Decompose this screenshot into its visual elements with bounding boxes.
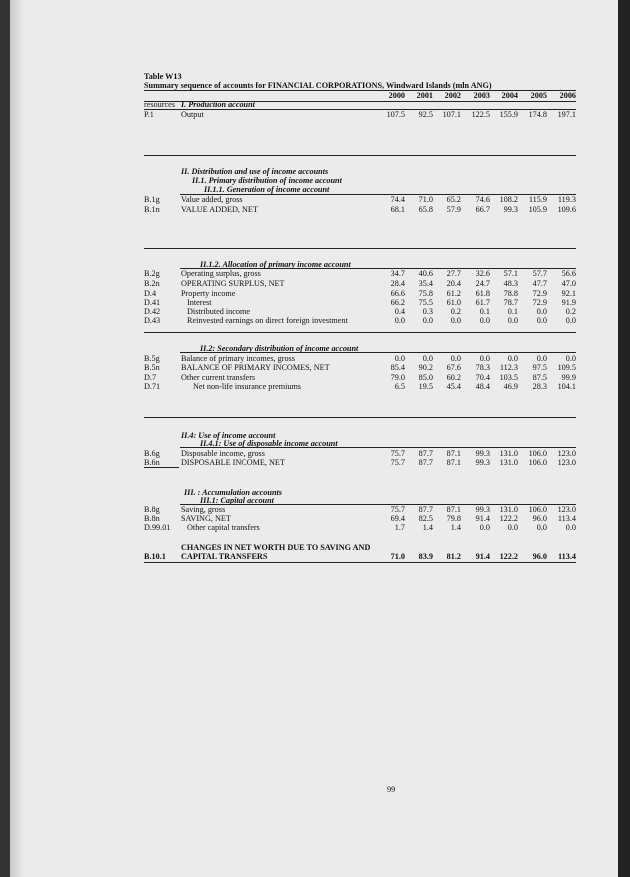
row-value: 155.9 [499, 110, 518, 119]
row-code: B.6g [144, 449, 160, 458]
row-value: 123.0 [557, 505, 576, 514]
row-code: B.5n [144, 363, 160, 372]
row-value: 65.2 [446, 195, 461, 204]
row-value: 131.0 [499, 458, 518, 467]
row-value: 48.3 [503, 279, 518, 288]
row-value: 0.0 [479, 354, 490, 363]
row-value: 0.0 [450, 316, 461, 325]
row-value: 75.8 [418, 289, 433, 298]
row-value: 0.0 [536, 354, 547, 363]
row-label: Operating surplus, gross [181, 269, 261, 278]
row-value: 0.0 [394, 354, 405, 363]
section-divider [144, 417, 576, 418]
row-value: 79.8 [446, 514, 461, 523]
row-code: P.1 [144, 110, 154, 119]
row-value: 57.7 [532, 269, 547, 278]
year-header-cell: 2000 [388, 91, 405, 100]
row-value: 96.0 [532, 552, 547, 561]
row-value: 20.4 [446, 279, 461, 288]
row-value: 115.9 [528, 195, 547, 204]
row-value: 108.2 [499, 195, 518, 204]
table-title: Summary sequence of accounts for FINANCIAL CORPORATIONS, Windward Islands (mln ANG) [144, 81, 492, 90]
row-value: 57.9 [446, 205, 461, 214]
row-value: 87.1 [446, 449, 461, 458]
row-value: 107.1 [442, 110, 461, 119]
row-value: 74.4 [390, 195, 405, 204]
rule [144, 562, 576, 563]
b101-label-line2: CAPITAL TRANSFERS [181, 552, 268, 561]
row-label: VALUE ADDED, NET [181, 205, 258, 214]
row-value: 106.0 [528, 449, 547, 458]
row-value: 109.6 [557, 205, 576, 214]
production-title: I. Production account [181, 100, 255, 109]
row-value: 24.7 [475, 279, 490, 288]
row-value: 112.3 [499, 363, 518, 372]
row-code: B.6n [144, 458, 160, 467]
row-value: 87.1 [446, 458, 461, 467]
allocation-title: II.1.2. Allocation of primary income account [200, 260, 351, 269]
row-value: 48.4 [475, 382, 490, 391]
row-value: 35.4 [418, 279, 433, 288]
row-value: 75.7 [390, 505, 405, 514]
row-value: 87.5 [532, 373, 547, 382]
row-label: Saving, gross [181, 505, 226, 514]
section-divider [144, 332, 576, 333]
row-value: 131.0 [499, 449, 518, 458]
year-header-cell: 2006 [559, 91, 576, 100]
row-value: 45.4 [446, 382, 461, 391]
row-value: 75.5 [418, 298, 433, 307]
row-value: 28.4 [390, 279, 405, 288]
b101-label-line1: CHANGES IN NET WORTH DUE TO SAVING AND [181, 543, 371, 552]
row-value: 61.0 [446, 298, 461, 307]
b101-code: B.10.1 [144, 552, 166, 561]
row-code: D.4 [144, 289, 157, 298]
row-value: 131.0 [499, 505, 518, 514]
row-value: 46.9 [503, 382, 518, 391]
row-value: 78.8 [503, 289, 518, 298]
row-value: 28.3 [532, 382, 547, 391]
row-value: 0.0 [422, 316, 433, 325]
row-value: 60.2 [446, 373, 461, 382]
rule [144, 467, 179, 468]
row-value: 96.0 [532, 514, 547, 523]
row-label: Other current transfers [181, 373, 256, 382]
row-value: 75.7 [390, 449, 405, 458]
row-value: 75.7 [390, 458, 405, 467]
row-value: 92.5 [418, 110, 433, 119]
row-value: 66.6 [390, 289, 405, 298]
row-value: 34.7 [390, 269, 405, 278]
row-value: 91.4 [475, 514, 490, 523]
row-value: 82.5 [418, 514, 433, 523]
section-divider [144, 248, 576, 249]
row-value: 122.5 [471, 110, 490, 119]
row-value: 99.3 [503, 205, 518, 214]
row-value: 0.0 [479, 316, 490, 325]
row-value: 123.0 [557, 458, 576, 467]
row-value: 105.9 [528, 205, 547, 214]
row-label: Net non-life insurance premiums [193, 382, 301, 391]
row-value: 0.0 [536, 523, 547, 532]
row-code: B.1n [144, 205, 160, 214]
row-value: 70.4 [475, 373, 490, 382]
row-value: 85.0 [418, 373, 433, 382]
capital-title: III.1: Capital account [200, 496, 274, 505]
row-value: 103.5 [499, 373, 518, 382]
row-value: 90.2 [418, 363, 433, 372]
row-value: 91.9 [561, 298, 576, 307]
row-value: 122.2 [499, 552, 518, 561]
rule [180, 352, 576, 353]
row-value: 78.7 [503, 298, 518, 307]
row-value: 66.2 [390, 298, 405, 307]
year-header-cell: 2004 [501, 91, 518, 100]
row-value: 69.4 [390, 514, 405, 523]
row-value: 0.0 [507, 316, 518, 325]
row-value: 99.3 [475, 505, 490, 514]
row-value: 40.6 [418, 269, 433, 278]
row-code: D.71 [144, 382, 161, 391]
row-value: 85.4 [390, 363, 405, 372]
row-value: 72.9 [532, 298, 547, 307]
row-value: 106.0 [528, 505, 547, 514]
row-value: 27.7 [446, 269, 461, 278]
row-value: 0.0 [565, 316, 576, 325]
row-value: 0.0 [536, 316, 547, 325]
year-header-cell: 2001 [416, 91, 433, 100]
row-value: 0.0 [507, 523, 518, 532]
row-code: D.42 [144, 307, 161, 316]
row-label: Balance of primary incomes, gross [181, 354, 295, 363]
row-code: B.2g [144, 269, 160, 278]
row-value: 78.3 [475, 363, 490, 372]
row-value: 71.0 [418, 195, 433, 204]
row-value: 57.1 [503, 269, 518, 278]
row-value: 0.0 [507, 354, 518, 363]
row-value: 0.0 [450, 354, 461, 363]
row-value: 81.2 [446, 552, 461, 561]
row-value: 72.9 [532, 289, 547, 298]
row-value: 174.8 [528, 110, 547, 119]
row-code: D.43 [144, 316, 161, 325]
row-value: 66.7 [475, 205, 490, 214]
row-code: D.99.01 [144, 523, 171, 532]
row-value: 123.0 [557, 449, 576, 458]
row-value: 197.1 [557, 110, 576, 119]
year-header-cell: 2005 [530, 91, 547, 100]
row-value: 0.0 [565, 523, 576, 532]
row-value: 83.9 [418, 552, 433, 561]
row-value: 0.0 [565, 354, 576, 363]
row-value: 106.0 [528, 458, 547, 467]
row-value: 0.2 [450, 307, 461, 316]
resources-label: resources [144, 100, 175, 109]
primary-title: II.1. Primary distribution of income account [192, 176, 342, 185]
row-value: 113.4 [558, 552, 576, 561]
row-value: 79.0 [390, 373, 405, 382]
row-value: 71.0 [390, 552, 405, 561]
page-number: 99 [387, 785, 396, 794]
use-disposable-title: II.4.1: Use of disposable income account [200, 439, 338, 448]
row-value: 32.6 [475, 269, 490, 278]
row-value: 1.7 [394, 523, 405, 532]
row-value: 67.6 [446, 363, 461, 372]
row-value: 119.3 [557, 195, 576, 204]
row-value: 0.4 [394, 307, 405, 316]
accumulation-title: III. : Accumulation accounts [184, 488, 282, 497]
generation-title: II.1.1. Generation of income account [204, 185, 330, 194]
row-value: 0.0 [479, 523, 490, 532]
row-value: 87.7 [418, 458, 433, 467]
distribution-title: II. Distribution and use of income accounts [181, 167, 329, 176]
row-value: 91.4 [475, 552, 490, 561]
row-code: D.7 [144, 373, 157, 382]
row-value: 92.1 [561, 289, 576, 298]
year-header-cell: 2003 [473, 91, 490, 100]
row-value: 97.5 [532, 363, 547, 372]
year-header-cell: 2002 [444, 91, 461, 100]
row-value: 0.2 [565, 307, 576, 316]
secondary-title: II.2: Secondary distribution of income account [200, 344, 359, 353]
row-value: 65.8 [418, 205, 433, 214]
row-value: 87.7 [418, 449, 433, 458]
row-value: 0.0 [536, 307, 547, 316]
row-value: 113.4 [557, 514, 576, 523]
use-title: II.4: Use of income account [181, 431, 276, 440]
row-code: B.8n [144, 514, 160, 523]
row-value: 87.1 [446, 505, 461, 514]
row-value: 107.5 [386, 110, 405, 119]
row-code: B.5g [144, 354, 160, 363]
row-value: 87.7 [418, 505, 433, 514]
row-label: Distributed income [187, 307, 250, 316]
row-label: Reinvested earnings on direct foreign investment [187, 316, 348, 325]
row-value: 0.0 [394, 316, 405, 325]
row-label: DISPOSABLE INCOME, NET [181, 458, 285, 467]
row-value: 122.2 [499, 514, 518, 523]
row-value: 109.5 [557, 363, 576, 372]
row-label: SAVING, NET [181, 514, 231, 523]
row-value: 104.1 [557, 382, 576, 391]
row-value: 47.0 [561, 279, 576, 288]
row-label: OPERATING SURPLUS, NET [181, 279, 285, 288]
row-code: B.8g [144, 505, 160, 514]
row-value: 47.7 [532, 279, 547, 288]
section-divider [144, 155, 576, 156]
row-value: 68.1 [390, 205, 405, 214]
row-value: 6.5 [394, 382, 405, 391]
row-label: Value added, gross [181, 195, 243, 204]
row-label: Interest [187, 298, 212, 307]
row-code: D.41 [144, 298, 161, 307]
rule [180, 447, 576, 448]
row-label: Other capital transfers [187, 523, 260, 532]
row-value: 99.3 [475, 449, 490, 458]
row-value: 74.6 [475, 195, 490, 204]
row-label: Output [181, 110, 204, 119]
row-value: 61.7 [475, 298, 490, 307]
row-code: B.1g [144, 195, 160, 204]
row-value: 0.0 [422, 354, 433, 363]
row-value: 0.1 [507, 307, 518, 316]
row-value: 19.5 [418, 382, 433, 391]
row-value: 56.6 [561, 269, 576, 278]
row-value: 99.3 [475, 458, 490, 467]
row-label: BALANCE OF PRIMARY INCOMES, NET [181, 363, 330, 372]
row-value: 61.8 [475, 289, 490, 298]
row-value: 0.1 [479, 307, 490, 316]
row-value: 61.2 [446, 289, 461, 298]
row-code: B.2n [144, 279, 160, 288]
row-value: 1.4 [422, 523, 433, 532]
row-value: 99.9 [561, 373, 576, 382]
row-label: Disposable income, gross [181, 449, 265, 458]
row-label: Property income [181, 289, 236, 298]
row-value: 0.3 [422, 307, 433, 316]
row-value: 1.4 [450, 523, 461, 532]
table-id: Table W13 [144, 72, 182, 81]
